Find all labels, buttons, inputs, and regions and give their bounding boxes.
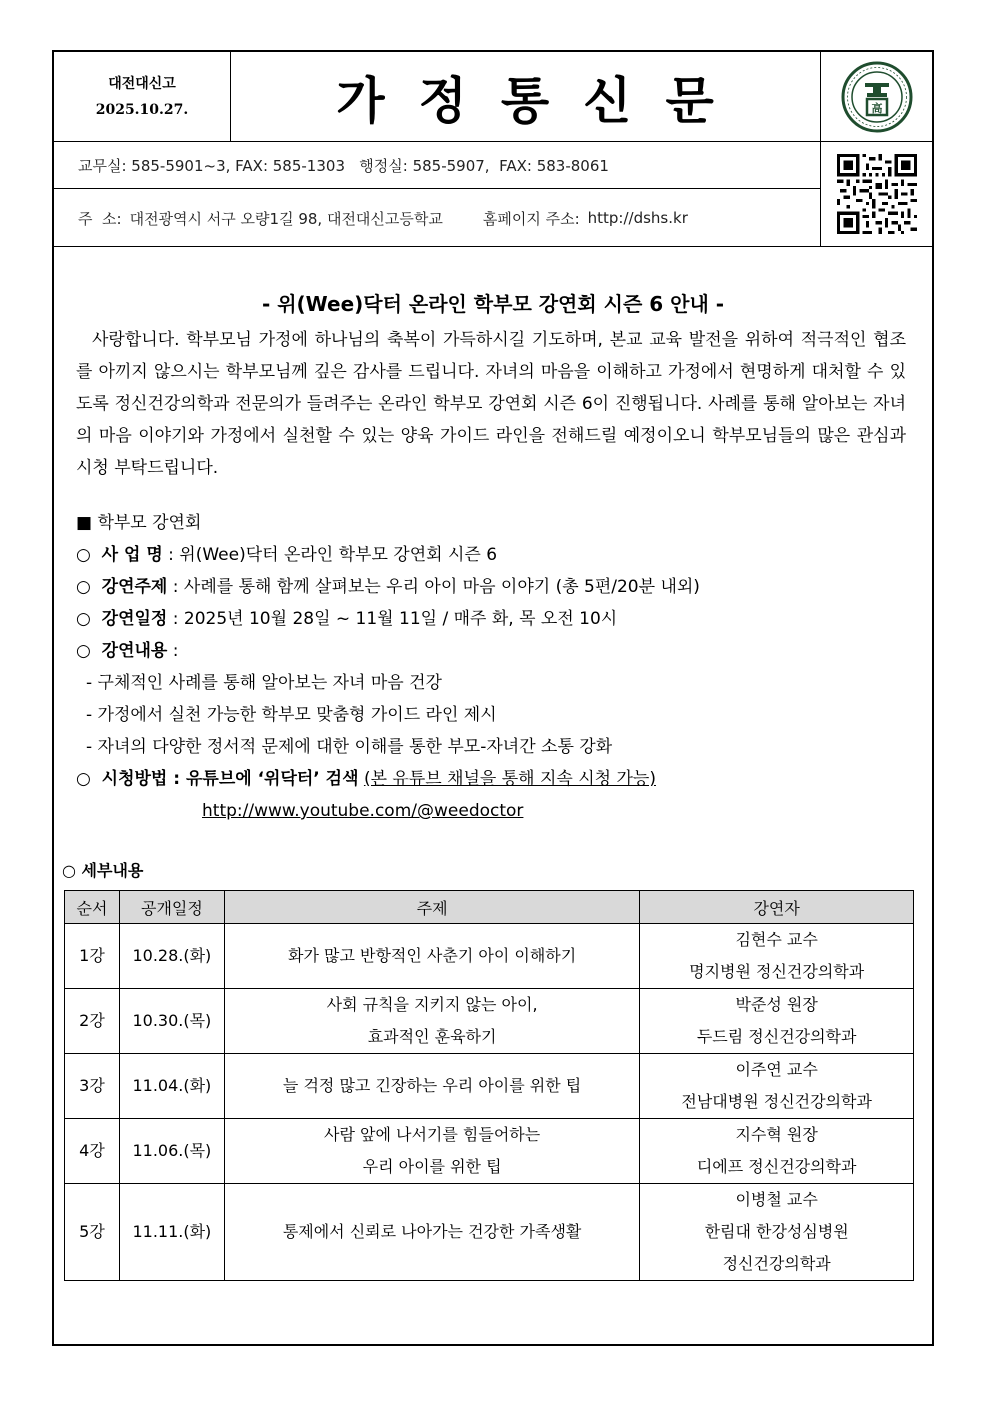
topic-line: 사회 규칙을 지키지 않는 아이, [326, 995, 538, 1014]
speaker-affiliation: 한림대 한강성심병원 [704, 1222, 849, 1241]
address-row [54, 190, 820, 246]
bullet-icon: ○ [76, 609, 91, 629]
details-label: ○ 세부내용 [62, 861, 144, 880]
document-frame [52, 50, 934, 1346]
header-divider [54, 246, 932, 247]
issue-date: 2025.10.27. [95, 101, 189, 118]
homepage-link[interactable]: http://dshs.kr [587, 209, 688, 227]
item-text: : 2025년 10월 28일 ~ 11월 11일 / 매주 화, 목 오전 10시 [167, 609, 618, 629]
school-info [54, 52, 231, 141]
table-row [65, 1054, 914, 1119]
item-label: 사 업 명 [101, 545, 163, 565]
topic-line: 통제에서 신뢰로 나아가는 건강한 가족생활 [282, 1222, 582, 1241]
topic-cell [224, 924, 639, 989]
speaker-name: 지수혁 원장 [735, 1125, 818, 1144]
qr-code-icon [837, 154, 917, 234]
item-label: 강연주제 [101, 577, 168, 597]
date-cell: 10.30.(목) [119, 989, 224, 1054]
contact-row [54, 142, 820, 189]
homepage-label: 홈페이지 주소: [482, 209, 580, 228]
table-row [65, 1184, 914, 1281]
speaker-affiliation: 디에프 정신건강의학과 [696, 1157, 857, 1176]
item-contents [76, 635, 179, 667]
bullet-icon: ○ [76, 545, 91, 565]
schedule-table [64, 890, 914, 1281]
item-label: 강연내용 [101, 641, 168, 661]
lecture-heading: ■ 학부모 강연회 [76, 513, 202, 533]
content-line: - 가정에서 실천 가능한 학부모 맞춤형 가이드 라인 제시 [86, 705, 497, 725]
speaker-name: 이병철 교수 [735, 1190, 818, 1209]
speaker-affiliation: 명지병원 정신건강의학과 [689, 962, 865, 981]
topic-cell [224, 989, 639, 1054]
watch-label: 시청방법 : 유튜브에 ‘위닥터’ 검색 [101, 769, 359, 789]
date-cell: 11.04.(화) [119, 1054, 224, 1119]
topic-cell [224, 1119, 639, 1184]
topic-cell [224, 1054, 639, 1119]
speaker-affiliation: 정신건강의학과 [722, 1254, 831, 1273]
order-cell: 4강 [65, 1119, 120, 1184]
topic-line: 우리 아이를 위한 팁 [362, 1157, 502, 1176]
speaker-name: 이주연 교수 [735, 1060, 818, 1079]
column-header: 강연자 [640, 891, 914, 924]
intro-paragraph: 사랑합니다. 학부모님 가정에 하나님의 축복이 가득하시길 기도하며, 본교 교육 발전을 위하여 적극적인 협조를 아끼지 않으시는 학부모님께 깊은 감사를 드립니다. 자녀의 마음을 이해하고 가정에서 현명하게 대처할 수 있도록 정신건강의학과 전문의가 들려주는 온라인 학부모 강연회 시즌 6이 진행됩니다. 사례를 통해 알아보는 자녀의 마음 이야기와 가정에서 실천할 수 있는 양육 가이드 라인을 전해드릴 예정이오니 학부모님들의 많은 관심과 시청 부탁드립니다. [76, 330, 906, 478]
watch-note: (본 유튜브 채널을 통해 지속 시청 가능) [363, 769, 656, 789]
content-line: - 자녀의 다양한 정서적 문제에 대한 이해를 통한 부모-자녀간 소통 강화 [86, 737, 613, 757]
topic-line: 사람 앞에 나서기를 힘들어하는 [324, 1125, 541, 1144]
address-label: 주 소: [78, 209, 122, 228]
bullet-icon: ○ [76, 577, 91, 597]
item-label: 강연일정 [101, 609, 168, 629]
order-cell: 1강 [65, 924, 120, 989]
date-cell: 10.28.(화) [119, 924, 224, 989]
table-row [65, 1119, 914, 1184]
item-schedule [76, 603, 617, 635]
speaker-affiliation: 전남대병원 정신건강의학과 [681, 1092, 872, 1111]
notice-title: - 위(Wee)닥터 온라인 학부모 강연회 시즌 6 안내 - [261, 292, 725, 316]
date-cell: 11.11.(화) [119, 1184, 224, 1281]
qr-code[interactable] [820, 142, 933, 246]
column-header: 순서 [65, 891, 120, 924]
speaker-cell [640, 924, 914, 989]
content-line: - 구체적인 사례를 통해 알아보는 자녀 마음 건강 [86, 673, 442, 693]
school-emblem-icon [841, 61, 913, 133]
column-header: 주제 [224, 891, 639, 924]
address-text: 대전광역시 서구 오량1길 98, 대전대신고등학교 [129, 209, 443, 228]
speaker-cell [640, 1119, 914, 1184]
table-row [65, 989, 914, 1054]
order-cell: 3강 [65, 1054, 120, 1119]
item-topic [76, 571, 700, 603]
speaker-affiliation: 두드림 정신건강의학과 [696, 1027, 857, 1046]
item-text: : 사례를 통해 함께 살펴보는 우리 아이 마음 이야기 (총 5편/20분 내외) [167, 577, 700, 597]
order-cell: 2강 [65, 989, 120, 1054]
school-name: 대전대신고 [108, 75, 176, 92]
topic-line: 효과적인 훈육하기 [367, 1027, 497, 1046]
table-row [65, 924, 914, 989]
bullet-icon: ○ [76, 641, 91, 661]
svg-text:高: 高 [871, 101, 883, 115]
column-header: 공개일정 [119, 891, 224, 924]
table-header-row [65, 891, 914, 924]
page-title: 가정통신문 [336, 71, 748, 130]
item-text: : [167, 641, 179, 661]
speaker-cell [640, 1054, 914, 1119]
item-text: : 위(Wee)닥터 온라인 학부모 강연회 시즌 6 [162, 545, 498, 565]
speaker-name: 김현수 교수 [735, 930, 818, 949]
header-row [54, 52, 932, 142]
topic-cell [224, 1184, 639, 1281]
speaker-cell [640, 1184, 914, 1281]
topic-line: 화가 많고 반항적인 사춘기 아이 이해하기 [288, 946, 577, 965]
contact-numbers: 교무실: 585-5901~3, FAX: 585-1303 행정실: 585-5907, FAX: 583-8061 [78, 156, 609, 175]
topic-line: 늘 걱정 많고 긴장하는 우리 아이를 위한 팁 [282, 1076, 582, 1095]
youtube-link[interactable]: http://www.youtube.com/@weedoctor [202, 801, 524, 821]
order-cell: 5강 [65, 1184, 120, 1281]
speaker-name: 박준성 원장 [735, 995, 818, 1014]
bullet-icon: ○ [76, 769, 91, 789]
speaker-cell [640, 989, 914, 1054]
item-watch-method [76, 763, 656, 795]
date-cell: 11.06.(목) [119, 1119, 224, 1184]
school-logo [820, 52, 933, 141]
item-project-name [76, 539, 497, 571]
